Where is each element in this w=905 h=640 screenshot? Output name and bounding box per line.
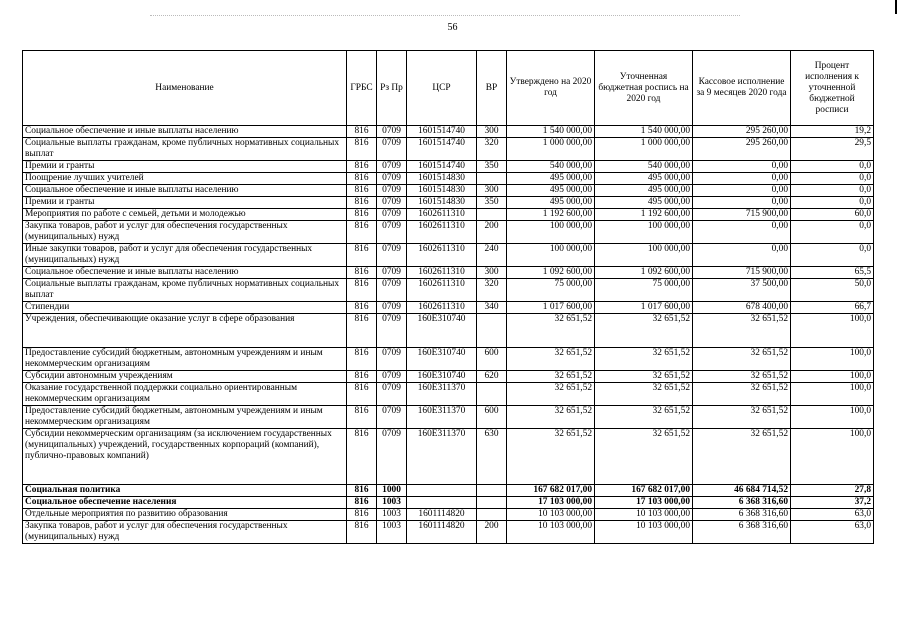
- table-row: [23, 429, 874, 485]
- table-cell-rzpr: 0709: [377, 126, 407, 138]
- table-cell-csr: 160E310740: [407, 371, 477, 383]
- table-cell-name: Субсидии некоммерческим организациям (за исключением государственных (муниципальных) учреждений, государственных корпораций (компаний), публично-правовых компаний): [23, 429, 347, 485]
- table-cell-csr: 1601114820: [407, 509, 477, 521]
- table-cell-grbs: 816: [347, 197, 377, 209]
- table-cell-grbs: 816: [347, 383, 377, 406]
- table-cell-grbs: 816: [347, 348, 377, 371]
- table-cell-csr: [407, 497, 477, 509]
- table-cell-approved: 32 651,52: [507, 348, 595, 371]
- table-cell-name: Субсидии автономным учреждениям: [23, 371, 347, 383]
- table-cell-cash: 715 900,00: [693, 209, 791, 221]
- table-cell-name: Отдельные мероприятия по развитию образования: [23, 509, 347, 521]
- table-cell-name: Иные закупки товаров, работ и услуг для обеспечения государственных (муниципальных) нужд: [23, 244, 347, 267]
- table-cell-vr: [477, 173, 507, 185]
- table-cell-percent: 100,0: [791, 406, 874, 429]
- table-cell-percent: 29,5: [791, 138, 874, 161]
- table-cell-refined: 1 540 000,00: [595, 126, 693, 138]
- table-row: [23, 138, 874, 161]
- table-cell-csr: 1601514740: [407, 161, 477, 173]
- table-cell-rzpr: 0709: [377, 161, 407, 173]
- table-cell-refined: 32 651,52: [595, 371, 693, 383]
- table-cell-percent: 0,0: [791, 161, 874, 173]
- scan-noise-line: [150, 15, 740, 16]
- table-cell-refined: 75 000,00: [595, 279, 693, 302]
- table-cell-vr: 600: [477, 348, 507, 371]
- table-cell-rzpr: 0709: [377, 314, 407, 348]
- table-cell-approved: 1 017 600,00: [507, 302, 595, 314]
- table-row: [23, 244, 874, 267]
- table-cell-grbs: 816: [347, 429, 377, 485]
- table-cell-name: Закупка товаров, работ и услуг для обеспечения государственных (муниципальных) нужд: [23, 221, 347, 244]
- table-row: [23, 406, 874, 429]
- budget-table: [22, 50, 874, 544]
- table-cell-rzpr: 0709: [377, 267, 407, 279]
- table-cell-csr: 1602611310: [407, 221, 477, 244]
- table-cell-rzpr: 0709: [377, 197, 407, 209]
- table-row: [23, 279, 874, 302]
- table-cell-grbs: 816: [347, 279, 377, 302]
- table-row: [23, 221, 874, 244]
- table-cell-grbs: 816: [347, 371, 377, 383]
- table-cell-name: Социальные выплаты гражданам, кроме публичных нормативных социальных выплат: [23, 279, 347, 302]
- table-cell-refined: 1 017 600,00: [595, 302, 693, 314]
- table-cell-vr: 320: [477, 138, 507, 161]
- table-cell-name: Стипендии: [23, 302, 347, 314]
- table-cell-cash: 0,00: [693, 185, 791, 197]
- table-cell-grbs: 816: [347, 302, 377, 314]
- table-cell-percent: 65,5: [791, 267, 874, 279]
- table-cell-approved: 32 651,52: [507, 371, 595, 383]
- table-cell-refined: 167 682 017,00: [595, 485, 693, 497]
- table-cell-vr: 300: [477, 185, 507, 197]
- table-cell-name: Премии и гранты: [23, 197, 347, 209]
- table-cell-grbs: 816: [347, 173, 377, 185]
- table-row: [23, 185, 874, 197]
- table-row: [23, 314, 874, 348]
- table-cell-grbs: 816: [347, 221, 377, 244]
- table-cell-vr: 300: [477, 267, 507, 279]
- table-cell-approved: 100 000,00: [507, 221, 595, 244]
- table-cell-approved: 32 651,52: [507, 429, 595, 485]
- table-cell-vr: [477, 509, 507, 521]
- table-cell-name: Социальное обеспечение и иные выплаты населению: [23, 267, 347, 279]
- table-cell-cash: 6 368 316,60: [693, 509, 791, 521]
- table-cell-cash: 6 368 316,60: [693, 497, 791, 509]
- table-cell-cash: 0,00: [693, 161, 791, 173]
- table-cell-rzpr: 0709: [377, 138, 407, 161]
- table-cell-rzpr: 0709: [377, 279, 407, 302]
- table-cell-name: Учреждения, обеспечивающие оказание услуг в сфере образования: [23, 314, 347, 348]
- table-cell-percent: 0,0: [791, 197, 874, 209]
- table-cell-cash: 32 651,52: [693, 383, 791, 406]
- table-row: [23, 383, 874, 406]
- table-cell-refined: 32 651,52: [595, 314, 693, 348]
- table-cell-cash: 0,00: [693, 221, 791, 244]
- table-cell-rzpr: 0709: [377, 302, 407, 314]
- table-cell-name: Закупка товаров, работ и услуг для обеспечения государственных (муниципальных) нужд: [23, 521, 347, 544]
- table-row: [23, 485, 874, 497]
- table-row: [23, 161, 874, 173]
- table-cell-csr: 160E310740: [407, 314, 477, 348]
- table-cell-grbs: 816: [347, 185, 377, 197]
- table-cell-vr: [477, 485, 507, 497]
- scan-edge-mark: [895, 0, 897, 14]
- table-cell-refined: 32 651,52: [595, 383, 693, 406]
- table-cell-refined: 495 000,00: [595, 197, 693, 209]
- table-cell-grbs: 816: [347, 126, 377, 138]
- table-cell-rzpr: 0709: [377, 185, 407, 197]
- table-cell-refined: 17 103 000,00: [595, 497, 693, 509]
- table-cell-grbs: 816: [347, 509, 377, 521]
- table-cell-percent: 100,0: [791, 429, 874, 485]
- table-cell-vr: [477, 497, 507, 509]
- table-cell-percent: 0,0: [791, 173, 874, 185]
- table-cell-vr: 620: [477, 371, 507, 383]
- table-row: [23, 509, 874, 521]
- table-cell-csr: [407, 485, 477, 497]
- table-cell-csr: 1601514740: [407, 138, 477, 161]
- table-cell-percent: 100,0: [791, 348, 874, 371]
- table-cell-csr: 1601514830: [407, 197, 477, 209]
- table-cell-approved: 10 103 000,00: [507, 509, 595, 521]
- table-cell-name: Поощрение лучших учителей: [23, 173, 347, 185]
- table-cell-csr: 1602611310: [407, 267, 477, 279]
- table-row: [23, 371, 874, 383]
- table-cell-approved: 32 651,52: [507, 314, 595, 348]
- table-cell-cash: 32 651,52: [693, 314, 791, 348]
- header-cash: Кассовое исполнение за 9 месяцев 2020 года: [693, 51, 791, 126]
- table-cell-percent: 27,8: [791, 485, 874, 497]
- table-cell-refined: 1 092 600,00: [595, 267, 693, 279]
- table-cell-cash: 32 651,52: [693, 371, 791, 383]
- table-cell-rzpr: 0709: [377, 348, 407, 371]
- table-cell-rzpr: 1003: [377, 521, 407, 544]
- table-row: [23, 267, 874, 279]
- table-cell-approved: 495 000,00: [507, 173, 595, 185]
- table-cell-name: Мероприятия по работе с семьей, детьми и молодежью: [23, 209, 347, 221]
- table-cell-approved: 495 000,00: [507, 197, 595, 209]
- table-cell-csr: 1601514740: [407, 126, 477, 138]
- table-cell-vr: 240: [477, 244, 507, 267]
- table-cell-refined: 1 000 000,00: [595, 138, 693, 161]
- table-cell-cash: 715 900,00: [693, 267, 791, 279]
- table-cell-rzpr: 1000: [377, 485, 407, 497]
- table-cell-grbs: 816: [347, 521, 377, 544]
- table-cell-percent: 0,0: [791, 185, 874, 197]
- table-cell-cash: 6 368 316,60: [693, 521, 791, 544]
- table-cell-grbs: 816: [347, 267, 377, 279]
- table-cell-csr: 160E310740: [407, 348, 477, 371]
- table-cell-name: Социальное обеспечение и иные выплаты населению: [23, 185, 347, 197]
- table-cell-vr: [477, 383, 507, 406]
- table-cell-csr: 1602611310: [407, 209, 477, 221]
- table-cell-percent: 100,0: [791, 371, 874, 383]
- table-cell-cash: 678 400,00: [693, 302, 791, 314]
- table-cell-rzpr: 0709: [377, 221, 407, 244]
- table-cell-grbs: 816: [347, 209, 377, 221]
- table-row: [23, 302, 874, 314]
- table-cell-percent: 0,0: [791, 221, 874, 244]
- table-row: [23, 521, 874, 544]
- table-cell-vr: 630: [477, 429, 507, 485]
- table-cell-vr: 340: [477, 302, 507, 314]
- table-cell-cash: 0,00: [693, 173, 791, 185]
- table-header-row: [23, 51, 874, 126]
- table-cell-percent: 100,0: [791, 314, 874, 348]
- table-cell-approved: 75 000,00: [507, 279, 595, 302]
- table-cell-csr: 1601514830: [407, 173, 477, 185]
- table-cell-rzpr: 0709: [377, 209, 407, 221]
- table-body: [23, 126, 874, 544]
- table-cell-refined: 10 103 000,00: [595, 509, 693, 521]
- table-cell-vr: 600: [477, 406, 507, 429]
- table-cell-csr: 1602611310: [407, 302, 477, 314]
- table-cell-vr: [477, 314, 507, 348]
- table-cell-approved: 495 000,00: [507, 185, 595, 197]
- table-cell-cash: 46 684 714,52: [693, 485, 791, 497]
- table-cell-grbs: 816: [347, 485, 377, 497]
- table-cell-grbs: 816: [347, 314, 377, 348]
- header-percent: Процент исполнения к уточненной бюджетной росписи: [791, 51, 874, 126]
- table-cell-csr: 1602611310: [407, 279, 477, 302]
- table-cell-approved: 17 103 000,00: [507, 497, 595, 509]
- table-cell-rzpr: 0709: [377, 173, 407, 185]
- table-cell-percent: 66,7: [791, 302, 874, 314]
- table-cell-vr: 200: [477, 221, 507, 244]
- table-cell-approved: 32 651,52: [507, 383, 595, 406]
- table-cell-percent: 60,0: [791, 209, 874, 221]
- table-row: [23, 348, 874, 371]
- table-cell-refined: 32 651,52: [595, 406, 693, 429]
- table-cell-grbs: 816: [347, 138, 377, 161]
- table-cell-approved: 167 682 017,00: [507, 485, 595, 497]
- table-cell-rzpr: 0709: [377, 383, 407, 406]
- table-cell-percent: 50,0: [791, 279, 874, 302]
- table-cell-name: Социальная политика: [23, 485, 347, 497]
- table-cell-name: Социальное обеспечение населения: [23, 497, 347, 509]
- table-row: [23, 126, 874, 138]
- table-cell-approved: 10 103 000,00: [507, 521, 595, 544]
- table-row: [23, 197, 874, 209]
- table-cell-approved: 32 651,52: [507, 406, 595, 429]
- table-cell-cash: 32 651,52: [693, 348, 791, 371]
- table-cell-csr: 1601514830: [407, 185, 477, 197]
- table-cell-vr: 350: [477, 197, 507, 209]
- table-cell-cash: 0,00: [693, 244, 791, 267]
- table-cell-approved: 100 000,00: [507, 244, 595, 267]
- table-cell-csr: 160E311370: [407, 429, 477, 485]
- table-cell-refined: 540 000,00: [595, 161, 693, 173]
- table-cell-vr: [477, 209, 507, 221]
- table-cell-percent: 63,0: [791, 509, 874, 521]
- table-cell-refined: 495 000,00: [595, 173, 693, 185]
- table-cell-csr: 1602611310: [407, 244, 477, 267]
- table-row: [23, 173, 874, 185]
- table-cell-percent: 19,2: [791, 126, 874, 138]
- table-cell-cash: 0,00: [693, 197, 791, 209]
- table-cell-grbs: 816: [347, 406, 377, 429]
- table-cell-rzpr: 0709: [377, 371, 407, 383]
- table-cell-refined: 10 103 000,00: [595, 521, 693, 544]
- table-cell-refined: 32 651,52: [595, 429, 693, 485]
- table-cell-name: Оказание государственной поддержки социально ориентированным некоммерческим организациям: [23, 383, 347, 406]
- table-cell-rzpr: 1003: [377, 497, 407, 509]
- table-cell-vr: 320: [477, 279, 507, 302]
- table-cell-name: Социальное обеспечение и иные выплаты населению: [23, 126, 347, 138]
- table-cell-csr: 1601114820: [407, 521, 477, 544]
- table-cell-cash: 37 500,00: [693, 279, 791, 302]
- table-cell-percent: 63,0: [791, 521, 874, 544]
- table-cell-name: Предоставление субсидий бюджетным, автономным учреждениям и иным некоммерческим организациям: [23, 348, 347, 371]
- table-cell-grbs: 816: [347, 497, 377, 509]
- table-cell-rzpr: 0709: [377, 429, 407, 485]
- table-cell-csr: 160E311370: [407, 406, 477, 429]
- table-cell-name: Предоставление субсидий бюджетным, автономным учреждениям и иным некоммерческим организациям: [23, 406, 347, 429]
- table-cell-percent: 37,2: [791, 497, 874, 509]
- table-row: [23, 497, 874, 509]
- table-cell-vr: 350: [477, 161, 507, 173]
- table-cell-approved: 1 000 000,00: [507, 138, 595, 161]
- table-cell-grbs: 816: [347, 244, 377, 267]
- table-cell-percent: 0,0: [791, 244, 874, 267]
- header-name: Наименование: [23, 51, 347, 126]
- table-cell-refined: 100 000,00: [595, 244, 693, 267]
- table-cell-vr: 200: [477, 521, 507, 544]
- table-cell-approved: 540 000,00: [507, 161, 595, 173]
- table-cell-name: Социальные выплаты гражданам, кроме публичных нормативных социальных выплат: [23, 138, 347, 161]
- table-cell-rzpr: 1003: [377, 509, 407, 521]
- header-approved: Утверждено на 2020 год: [507, 51, 595, 126]
- table-cell-rzpr: 0709: [377, 244, 407, 267]
- table-cell-csr: 160E311370: [407, 383, 477, 406]
- table-cell-grbs: 816: [347, 161, 377, 173]
- table-cell-name: Премии и гранты: [23, 161, 347, 173]
- table-cell-approved: 1 092 600,00: [507, 267, 595, 279]
- header-vr: ВР: [477, 51, 507, 126]
- table-cell-refined: 100 000,00: [595, 221, 693, 244]
- table-cell-cash: 32 651,52: [693, 429, 791, 485]
- header-csr: ЦСР: [407, 51, 477, 126]
- header-grbs: ГРБС: [347, 51, 377, 126]
- table-cell-refined: 32 651,52: [595, 348, 693, 371]
- page-number: 56: [447, 22, 458, 33]
- table-cell-approved: 1 192 600,00: [507, 209, 595, 221]
- table-cell-cash: 295 260,00: [693, 126, 791, 138]
- table-cell-rzpr: 0709: [377, 406, 407, 429]
- table-cell-percent: 100,0: [791, 383, 874, 406]
- table-row: [23, 209, 874, 221]
- header-refined: Уточненная бюджетная роспись на 2020 год: [595, 51, 693, 126]
- table-cell-cash: 32 651,52: [693, 406, 791, 429]
- table-cell-refined: 495 000,00: [595, 185, 693, 197]
- table-cell-vr: 300: [477, 126, 507, 138]
- table-cell-refined: 1 192 600,00: [595, 209, 693, 221]
- table-cell-approved: 1 540 000,00: [507, 126, 595, 138]
- table-cell-cash: 295 260,00: [693, 138, 791, 161]
- header-rzpr: Рз Пр: [377, 51, 407, 126]
